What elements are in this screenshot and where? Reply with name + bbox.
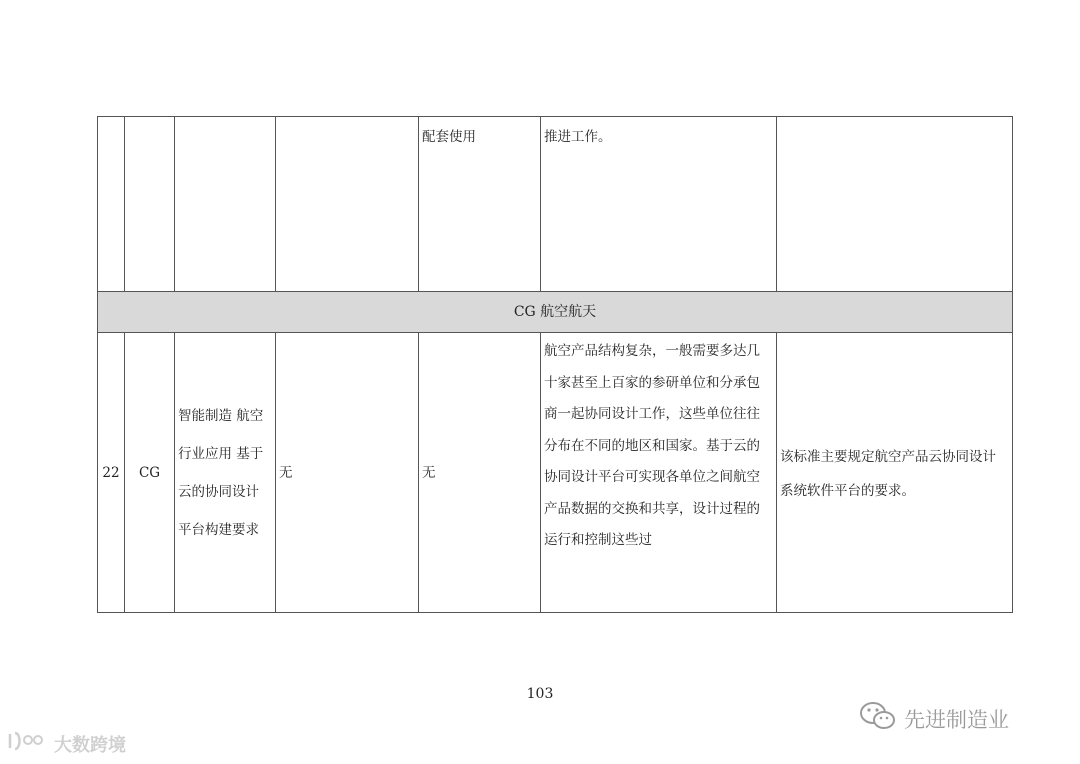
category-code: CG — [125, 333, 175, 613]
section-header: CG 航空航天 — [98, 292, 1013, 333]
standard-name-cell — [175, 333, 276, 613]
table-cell — [276, 117, 419, 292]
cell-text: 推进工作。 — [544, 129, 612, 145]
table-cell — [125, 117, 175, 292]
cell-text: 无 — [422, 464, 436, 481]
scope-text: 该标准主要规定航空产品云协同设计系统软件平台的要求。 — [780, 449, 996, 499]
table-cell — [541, 117, 777, 292]
section-header-row — [98, 292, 1013, 333]
table-cell — [419, 117, 541, 292]
table-cell — [419, 333, 541, 613]
table-cell — [175, 117, 276, 292]
row-number: 22 — [98, 333, 125, 613]
standards-table — [97, 116, 1013, 613]
cell-text: 无 — [279, 464, 293, 481]
watermark-left-text: 大数跨境 — [54, 734, 126, 756]
scope-cell — [777, 333, 1013, 613]
table-row — [98, 333, 1013, 613]
table-cell — [276, 333, 419, 613]
page-number: 103 — [526, 686, 554, 702]
standard-name: 智能制造 航空行业应用 基于云的协同设计平台构建要求 — [178, 407, 264, 538]
purpose-text: 航空产品结构复杂，一般需要多达几十家甚至上百家的参研单位和分承包商一起协同设计工作，这些单位往往分布在不同的地区和国家。基于云的协同设计平台可实现各单位之间航空产品数据的交换和共享，设计过程的运行和控制这些过 — [544, 343, 760, 548]
watermark-right-text: 先进制造业 — [904, 707, 1009, 732]
watermark-logo-icon — [6, 730, 50, 757]
wechat-icon — [858, 700, 898, 737]
purpose-cell — [541, 333, 777, 613]
watermark-left — [6, 730, 126, 757]
cell-text: 配套使用 — [422, 129, 476, 145]
table-cell — [777, 117, 1013, 292]
table-cell — [98, 117, 125, 292]
table-row — [98, 117, 1013, 292]
watermark-right — [858, 700, 1009, 737]
